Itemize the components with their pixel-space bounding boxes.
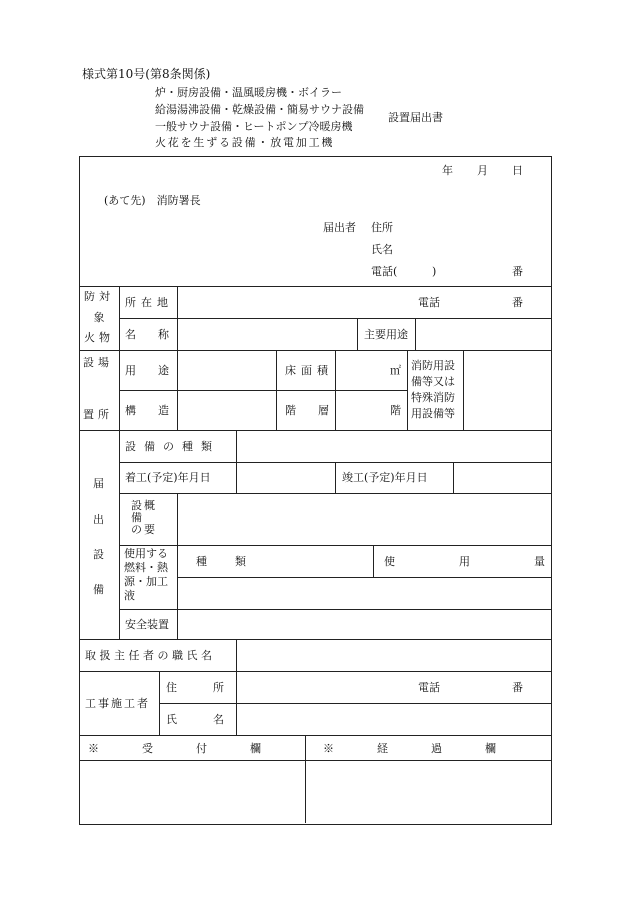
place-label-top: 設場 — [83, 356, 113, 369]
row-divider — [79, 735, 551, 736]
date-month: 月 — [477, 164, 488, 177]
notifier-phone-label: 電話( — [371, 265, 398, 278]
col-divider — [119, 286, 120, 639]
col-divider — [276, 350, 277, 430]
progress-label: ※経過欄 — [323, 742, 539, 755]
row-divider — [79, 350, 551, 351]
use-label: 用途 — [125, 364, 191, 377]
floor-label: 階層 — [285, 404, 351, 417]
row-divider — [159, 703, 551, 704]
contractor-label: 工事施工者 — [85, 697, 150, 710]
manager-label: 取扱主任者の職氏名 — [85, 649, 216, 662]
heading-line-4: 火花を生ずる設備・放電加工機 — [155, 136, 335, 149]
name-label: 名称 — [125, 328, 191, 341]
col-divider — [159, 671, 160, 735]
location-phone-ban: 番 — [512, 296, 523, 309]
date-year: 年 — [442, 164, 453, 177]
structure-label: 構造 — [125, 404, 191, 417]
location-label: 所在地 — [125, 296, 173, 309]
notifier-phone-close: ) — [432, 265, 437, 278]
equipment-kind-input[interactable] — [237, 431, 550, 461]
place-label-bottom: 置所 — [83, 408, 113, 421]
heading-line-1: 炉・厨房設備・温風暖房機・ボイラー — [155, 86, 342, 99]
notifier-phone-ban: 番 — [512, 265, 523, 278]
equipment-label-2: 出 — [93, 513, 104, 526]
equipment-label-1: 届 — [93, 477, 104, 490]
form-number: 様式第10号(第8条関係) — [82, 67, 211, 81]
row-divider — [177, 577, 551, 578]
fire-equipment-label: 消防用設 備等又は 特殊消防 用設備等 — [411, 359, 455, 420]
equipment-label-3: 設 — [93, 548, 104, 561]
col-divider — [335, 462, 336, 493]
fuel-kind-text: 種 類 — [196, 555, 248, 568]
col-divider — [373, 545, 374, 577]
name-input[interactable] — [178, 319, 356, 349]
row-divider — [119, 390, 408, 391]
fuel-kind-label — [196, 555, 366, 568]
overview-input[interactable] — [178, 494, 550, 544]
start-date-label: 着工(予定)年月日 — [125, 471, 211, 484]
main-use-input[interactable] — [416, 319, 550, 349]
notifier-address-label: 住所 — [371, 221, 393, 234]
contractor-phone-label: 電話 — [418, 681, 440, 694]
row-divider — [119, 545, 551, 546]
heading-line-3: 一般サウナ設備・ヒートポンプ冷暖房機 — [155, 120, 353, 133]
unit-m2: ㎡ — [390, 364, 401, 377]
safety-device-input[interactable] — [178, 610, 550, 638]
floor-unit: 階 — [390, 404, 401, 417]
main-use-label: 主要用途 — [364, 328, 408, 341]
location-input[interactable] — [178, 287, 408, 317]
addressee: (あて先) 消防署長 — [104, 194, 201, 207]
complete-date-label: 竣工(予定)年月日 — [342, 471, 428, 484]
contractor-name-label: 氏名 — [166, 713, 260, 726]
col-divider — [463, 350, 464, 430]
fuel-label: 使用する 燃料・熱 源・加工 液 — [124, 547, 168, 602]
contractor-address-label: 住所 — [166, 681, 260, 694]
heading-line-2: 給湯湯沸設備・乾燥設備・簡易サウナ設備 — [155, 103, 364, 116]
manager-input[interactable] — [237, 640, 550, 670]
col-divider — [407, 350, 408, 430]
floor-area-label: 床面積 — [285, 364, 333, 377]
location-phone-label: 電話 — [418, 296, 440, 309]
col-divider — [453, 462, 454, 493]
col-divider — [357, 318, 358, 350]
notifier-label: 届出者 — [323, 221, 356, 234]
progress-area — [306, 761, 550, 822]
row-divider — [79, 671, 551, 672]
equipment-kind-label: 設備の種類 — [125, 440, 220, 453]
reception-label: ※受付欄 — [88, 742, 304, 755]
col-divider — [177, 350, 178, 430]
col-divider — [335, 350, 336, 430]
target-label: 防対 象 火物 — [84, 290, 114, 344]
overview-label: 設概 備 の要 — [131, 499, 157, 536]
safety-device-label: 安全装置 — [125, 618, 169, 631]
date-day: 日 — [512, 164, 523, 177]
contractor-phone-ban: 番 — [512, 681, 523, 694]
usage-label: 使用量 — [384, 555, 609, 568]
form-frame — [79, 156, 552, 825]
reception-area — [80, 761, 304, 822]
notifier-name-label: 氏名 — [371, 243, 393, 256]
equipment-label-4: 備 — [93, 583, 104, 596]
form-title: 設置届出書 — [388, 111, 443, 124]
